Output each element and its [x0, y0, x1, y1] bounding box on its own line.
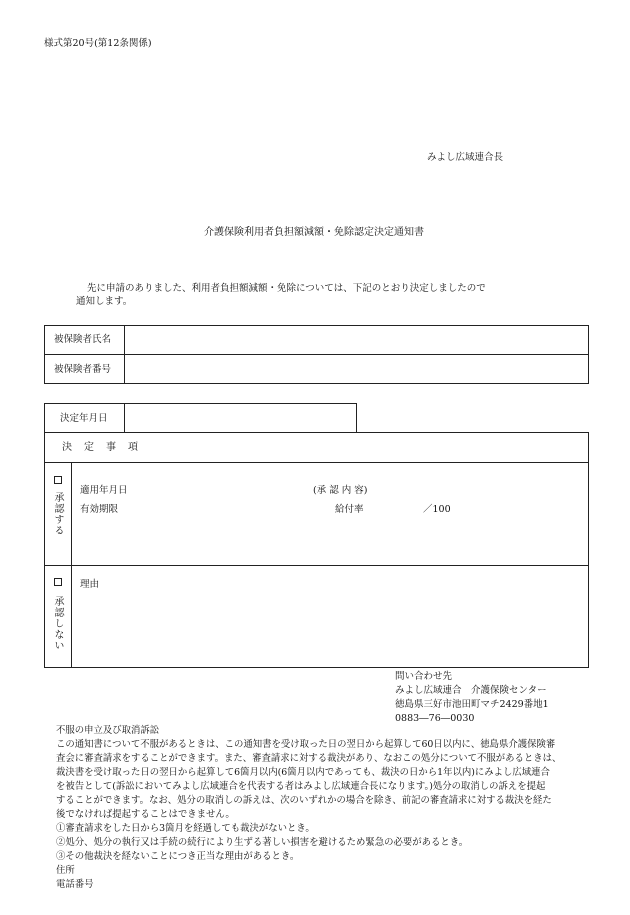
appeal-line: 後でなければ提起することはできません。: [56, 809, 235, 820]
approve-checkbox[interactable]: [54, 476, 62, 484]
decision-date-label: 決定年月日: [60, 413, 108, 424]
approve-label: 承認する: [52, 492, 63, 536]
contact-address: 徳島県三好市池田町マチ2429番地1: [395, 699, 549, 710]
address-label: 住所: [56, 865, 75, 876]
appeal-line: この通知書について不服があるときは、この通知書を受け取った日の翌日から起算して60日以内に、徳島県介護保険審: [56, 739, 556, 750]
decision-table: [44, 432, 589, 668]
apply-date-label: 適用年月日: [80, 485, 128, 496]
document-title: 介護保険利用者負担額減額・免除認定決定通知書: [204, 227, 424, 238]
appeal-line: ②処分、処分の執行又は手続の続行により生ずる著しい損害を避けるため緊急の必要があるとき。: [56, 837, 469, 848]
appeal-line: ①審査請求をした日から3箇月を経過しても裁決がないとき。: [56, 823, 315, 834]
appeal-line: 裁決書を受け取った日の翌日から起算して6箇月以内(6箇月以内であっても、裁決の日から1年以内)にみよし広域連合: [56, 767, 550, 778]
appeal-line: ③その他裁決を経ないことにつき正当な理由があるとき。: [56, 851, 300, 862]
intro-line-2: 通知します。: [76, 296, 133, 307]
contact-phone: 0883―76―0030: [395, 713, 475, 724]
appeal-heading: 不服の申立及び取消訴訟: [56, 725, 160, 736]
reason-label: 理由: [80, 579, 100, 590]
insured-name-label: 被保険者氏名: [54, 334, 112, 345]
appeal-line: を被告として(訴訟においてみよし広域連合を代表する者はみよし広域連合長になります。)処分の取消しの訴えを提起: [56, 781, 546, 792]
approval-content-label: (承 認 内 容): [313, 485, 368, 496]
decision-header: 決 定 事 項: [62, 442, 139, 453]
form-number: 様式第20号(第12条関係): [44, 38, 152, 49]
reject-checkbox[interactable]: [54, 578, 62, 586]
benefit-rate-suffix: ／100: [423, 504, 451, 515]
valid-period-label: 有効期限: [80, 504, 119, 515]
appeal-line: 査会に審査請求をすることができます。また、審査請求に対する裁決があり、なおこの処分について不服があるときは、: [56, 753, 562, 764]
reject-label: 承認しない: [52, 596, 63, 651]
issuer: みよし広域連合長: [427, 152, 504, 163]
appeal-line: することができます。なお、処分の取消しの訴えは、次のいずれかの場合を除き、前記の審査請求に対する裁決を経た: [56, 795, 552, 806]
contact-org: みよし広域連合 介護保険センター: [395, 685, 547, 696]
benefit-rate-label: 給付率: [335, 504, 364, 515]
contact-heading: 問い合わせ先: [395, 671, 453, 682]
phone-label: 電話番号: [56, 879, 94, 890]
intro-line-1: 先に申請のありました、利用者負担額減額・免除については、下記のとおり決定しましたので: [87, 283, 486, 294]
insured-number-label: 被保険者番号: [54, 364, 112, 375]
appeal-notice: [56, 724, 596, 892]
